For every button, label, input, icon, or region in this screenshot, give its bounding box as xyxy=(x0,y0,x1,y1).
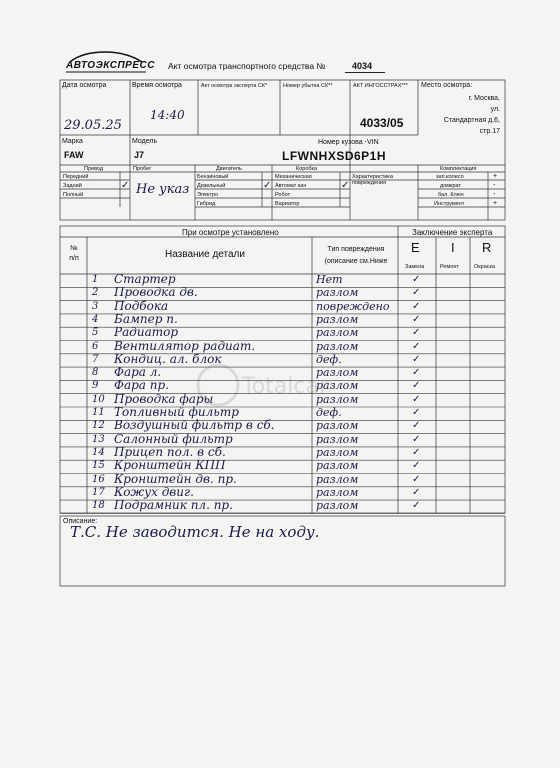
row-part-name: Радиатор xyxy=(114,325,179,340)
damage-characteristic-label: Характеристика повреждения xyxy=(352,174,393,186)
drive-option-front: Передний xyxy=(63,174,89,180)
row-damage-type: разлом xyxy=(316,485,359,499)
row-damage-type: разлом xyxy=(316,472,359,486)
description-label: Описание: xyxy=(63,518,98,525)
row-number: 1 xyxy=(92,274,99,285)
row-part-name: Топливный фильтр xyxy=(114,405,239,419)
row-number: 7 xyxy=(92,353,99,365)
row-replace-check-icon: ✓ xyxy=(412,420,421,432)
kit-item-wrench: бал. Ключ xyxy=(438,192,464,198)
row-part-name: Кронштейн дв. пр. xyxy=(114,471,237,486)
drive-option-full: Полный xyxy=(63,192,84,198)
row-part-name: Кронштейн КПП xyxy=(114,458,226,473)
mileage-value: Не указ xyxy=(136,182,190,197)
row-part-name: Проводка дв. xyxy=(114,285,198,300)
row-damage-type: разлом xyxy=(316,499,359,513)
column-r-header: R xyxy=(482,240,492,255)
vin-label: Номер кузова -VIN xyxy=(318,139,379,146)
kit-item-tools-mark: + xyxy=(493,200,498,207)
row-number: 5 xyxy=(92,327,99,339)
place-value: г. Москва, ул. Стандартная д.6, стр.17 xyxy=(443,95,500,135)
gearbox-option-manual: Механическая xyxy=(275,174,312,180)
column-e-header: E xyxy=(411,240,420,255)
engine-diesel-check-icon: ✓ xyxy=(263,180,272,191)
row-part-name: Стартер xyxy=(114,272,176,286)
row-part-name: Фара пр. xyxy=(114,378,169,393)
row-replace-check-icon: ✓ xyxy=(412,340,421,352)
row-number: 16 xyxy=(92,473,105,485)
row-part-name: Вентилятор радиат. xyxy=(114,338,256,353)
column-r-sub: Окраска xyxy=(474,264,496,270)
table-row xyxy=(60,500,505,513)
kit-item-jack-mark: - xyxy=(493,182,496,189)
engine-option-petrol: Бензиновый xyxy=(197,174,229,180)
row-number: 8 xyxy=(92,367,99,379)
row-number: 11 xyxy=(92,407,105,418)
column-part-name-header: Название детали xyxy=(165,249,245,260)
watermark-stamp xyxy=(190,352,342,415)
row-part-name: Подрамник пл. пр. xyxy=(114,498,233,513)
row-part-name: Подбока xyxy=(114,298,169,313)
row-replace-check-icon: ✓ xyxy=(412,300,421,312)
row-replace-check-icon: ✓ xyxy=(412,433,421,445)
row-part-name: Проводка фары xyxy=(114,391,214,406)
row-damage-type: разлом xyxy=(316,286,359,300)
row-number: 15 xyxy=(92,460,105,472)
row-part-name: Бампер п. xyxy=(114,311,178,326)
gearbox-label: Коробка xyxy=(296,166,318,172)
row-number: 18 xyxy=(92,500,105,512)
row-part-name: Кожух двиг. xyxy=(114,484,194,499)
row-replace-check-icon: ✓ xyxy=(412,500,421,512)
row-number: 17 xyxy=(92,486,105,498)
gearbox-option-robot: Робот xyxy=(275,192,291,198)
engine-option-electric: Электро xyxy=(197,192,219,198)
kit-item-spare-wheel: зап.колесо xyxy=(436,174,464,180)
row-replace-check-icon: ✓ xyxy=(412,393,421,405)
model-label: Модель xyxy=(132,138,158,145)
gearbox-auto-check-icon: ✓ xyxy=(341,180,350,191)
kit-item-tools: Инструмент xyxy=(434,201,465,207)
time-value: 14:40 xyxy=(150,108,185,122)
column-number-header: № п/п xyxy=(69,245,79,262)
ingos-value: 4033/05 xyxy=(360,116,404,130)
row-replace-check-icon: ✓ xyxy=(412,367,421,379)
row-damage-type: разлом xyxy=(316,366,359,380)
logo: АВТОЭКСПРЕСС xyxy=(66,60,155,71)
engine-option-diesel: Дизельный xyxy=(197,183,226,189)
row-number: 13 xyxy=(92,433,105,445)
gearbox-option-cvt: Вариатор xyxy=(275,201,300,207)
row-number: 2 xyxy=(92,287,99,299)
time-label: Время осмотра xyxy=(132,82,182,89)
row-replace-check-icon: ✓ xyxy=(412,407,421,418)
row-replace-check-icon: ✓ xyxy=(412,274,421,285)
column-i-header: I xyxy=(451,240,455,255)
document-number: 4034 xyxy=(352,61,373,71)
row-replace-check-icon: ✓ xyxy=(412,287,421,299)
row-number: 10 xyxy=(92,393,105,405)
row-number: 3 xyxy=(92,300,99,312)
row-replace-check-icon: ✓ xyxy=(412,486,421,498)
row-part-name: Фара л. xyxy=(114,365,162,380)
row-number: 4 xyxy=(92,313,99,325)
svg-text:Totalcar: Totalcar xyxy=(242,374,329,399)
row-damage-type: разлом xyxy=(316,459,359,473)
row-replace-check-icon: ✓ xyxy=(412,353,421,365)
engine-option-hybrid: Гибрид xyxy=(197,201,216,207)
column-damage-type-header: Тип повреждения (описание см.Ниже xyxy=(324,246,388,265)
row-replace-check-icon: ✓ xyxy=(412,473,421,485)
row-replace-check-icon: ✓ xyxy=(412,446,421,458)
row-replace-check-icon: ✓ xyxy=(412,327,421,339)
found-header: При осмотре установлено xyxy=(182,228,279,237)
brand-value: FAW xyxy=(64,150,84,160)
row-damage-type: Нет xyxy=(316,273,343,286)
row-part-name: Кондиц. ал. блок xyxy=(114,351,222,366)
model-value: J7 xyxy=(134,150,145,160)
number-underline xyxy=(345,72,385,73)
row-part-name: Салонный фильтр xyxy=(114,431,233,446)
description-text: Т.С. Не заводится. Не на ходу. xyxy=(70,523,320,541)
date-label: Дата осмотра xyxy=(62,82,107,89)
column-e-sub: Замена xyxy=(405,264,425,270)
kit-label: Комплектация xyxy=(440,166,477,172)
drive-label: Привод xyxy=(84,166,104,172)
document-title: Акт осмотра транспортного средства № xyxy=(168,61,326,71)
drive-rear-check-icon: ✓ xyxy=(121,180,130,191)
engine-label: Двигатель xyxy=(216,166,242,172)
kit-item-wrench-mark: - xyxy=(493,191,496,198)
row-damage-type: разлом xyxy=(316,379,359,393)
row-number: 6 xyxy=(92,340,99,352)
place-label: Место осмотра: xyxy=(421,82,473,89)
brand-label: Марка xyxy=(62,138,83,145)
vin-value: LFWNHXSD6P1H xyxy=(282,149,387,163)
row-number: 9 xyxy=(92,380,99,392)
ingos-label: АКТ ИНГОССТРАХ*** xyxy=(353,83,408,89)
row-part-name: Воздушный фильтр в сб. xyxy=(114,418,275,433)
row-damage-type: деф. xyxy=(316,352,342,366)
kit-item-jack: домкрат xyxy=(440,183,461,189)
row-replace-check-icon: ✓ xyxy=(412,313,421,325)
row-replace-check-icon: ✓ xyxy=(412,460,421,472)
kit-item-spare-wheel-mark: + xyxy=(493,173,498,180)
row-number: 14 xyxy=(92,446,105,458)
row-damage-type: разлом xyxy=(316,392,359,406)
mileage-label: Пробег xyxy=(133,166,152,172)
row-damage-type: разлом xyxy=(316,432,359,446)
drive-option-rear: Задний xyxy=(63,183,82,189)
row-number: 12 xyxy=(92,420,105,432)
row-part-name: Прицеп пол. в сб. xyxy=(114,444,226,459)
row-damage-type: разлом xyxy=(316,312,359,326)
date-value: 29.05.25 xyxy=(64,118,122,133)
expert-act-label: Акт осмотра эксперта СК* xyxy=(201,83,268,89)
row-damage-type: разлом xyxy=(316,419,359,433)
row-damage-type: разлом xyxy=(316,339,359,353)
expert-conclusion-header: Заключение эксперта xyxy=(412,228,493,237)
column-i-sub: Ремонт xyxy=(440,264,459,270)
row-damage-type: повреждено xyxy=(316,299,390,313)
row-damage-type: разлом xyxy=(316,445,359,459)
row-damage-type: деф. xyxy=(316,406,342,419)
row-replace-check-icon: ✓ xyxy=(412,380,421,392)
gearbox-option-auto: Автомат кан xyxy=(275,183,307,189)
row-damage-type: разлом xyxy=(316,326,359,340)
loss-number-label: Номер убытка СК** xyxy=(283,83,333,89)
